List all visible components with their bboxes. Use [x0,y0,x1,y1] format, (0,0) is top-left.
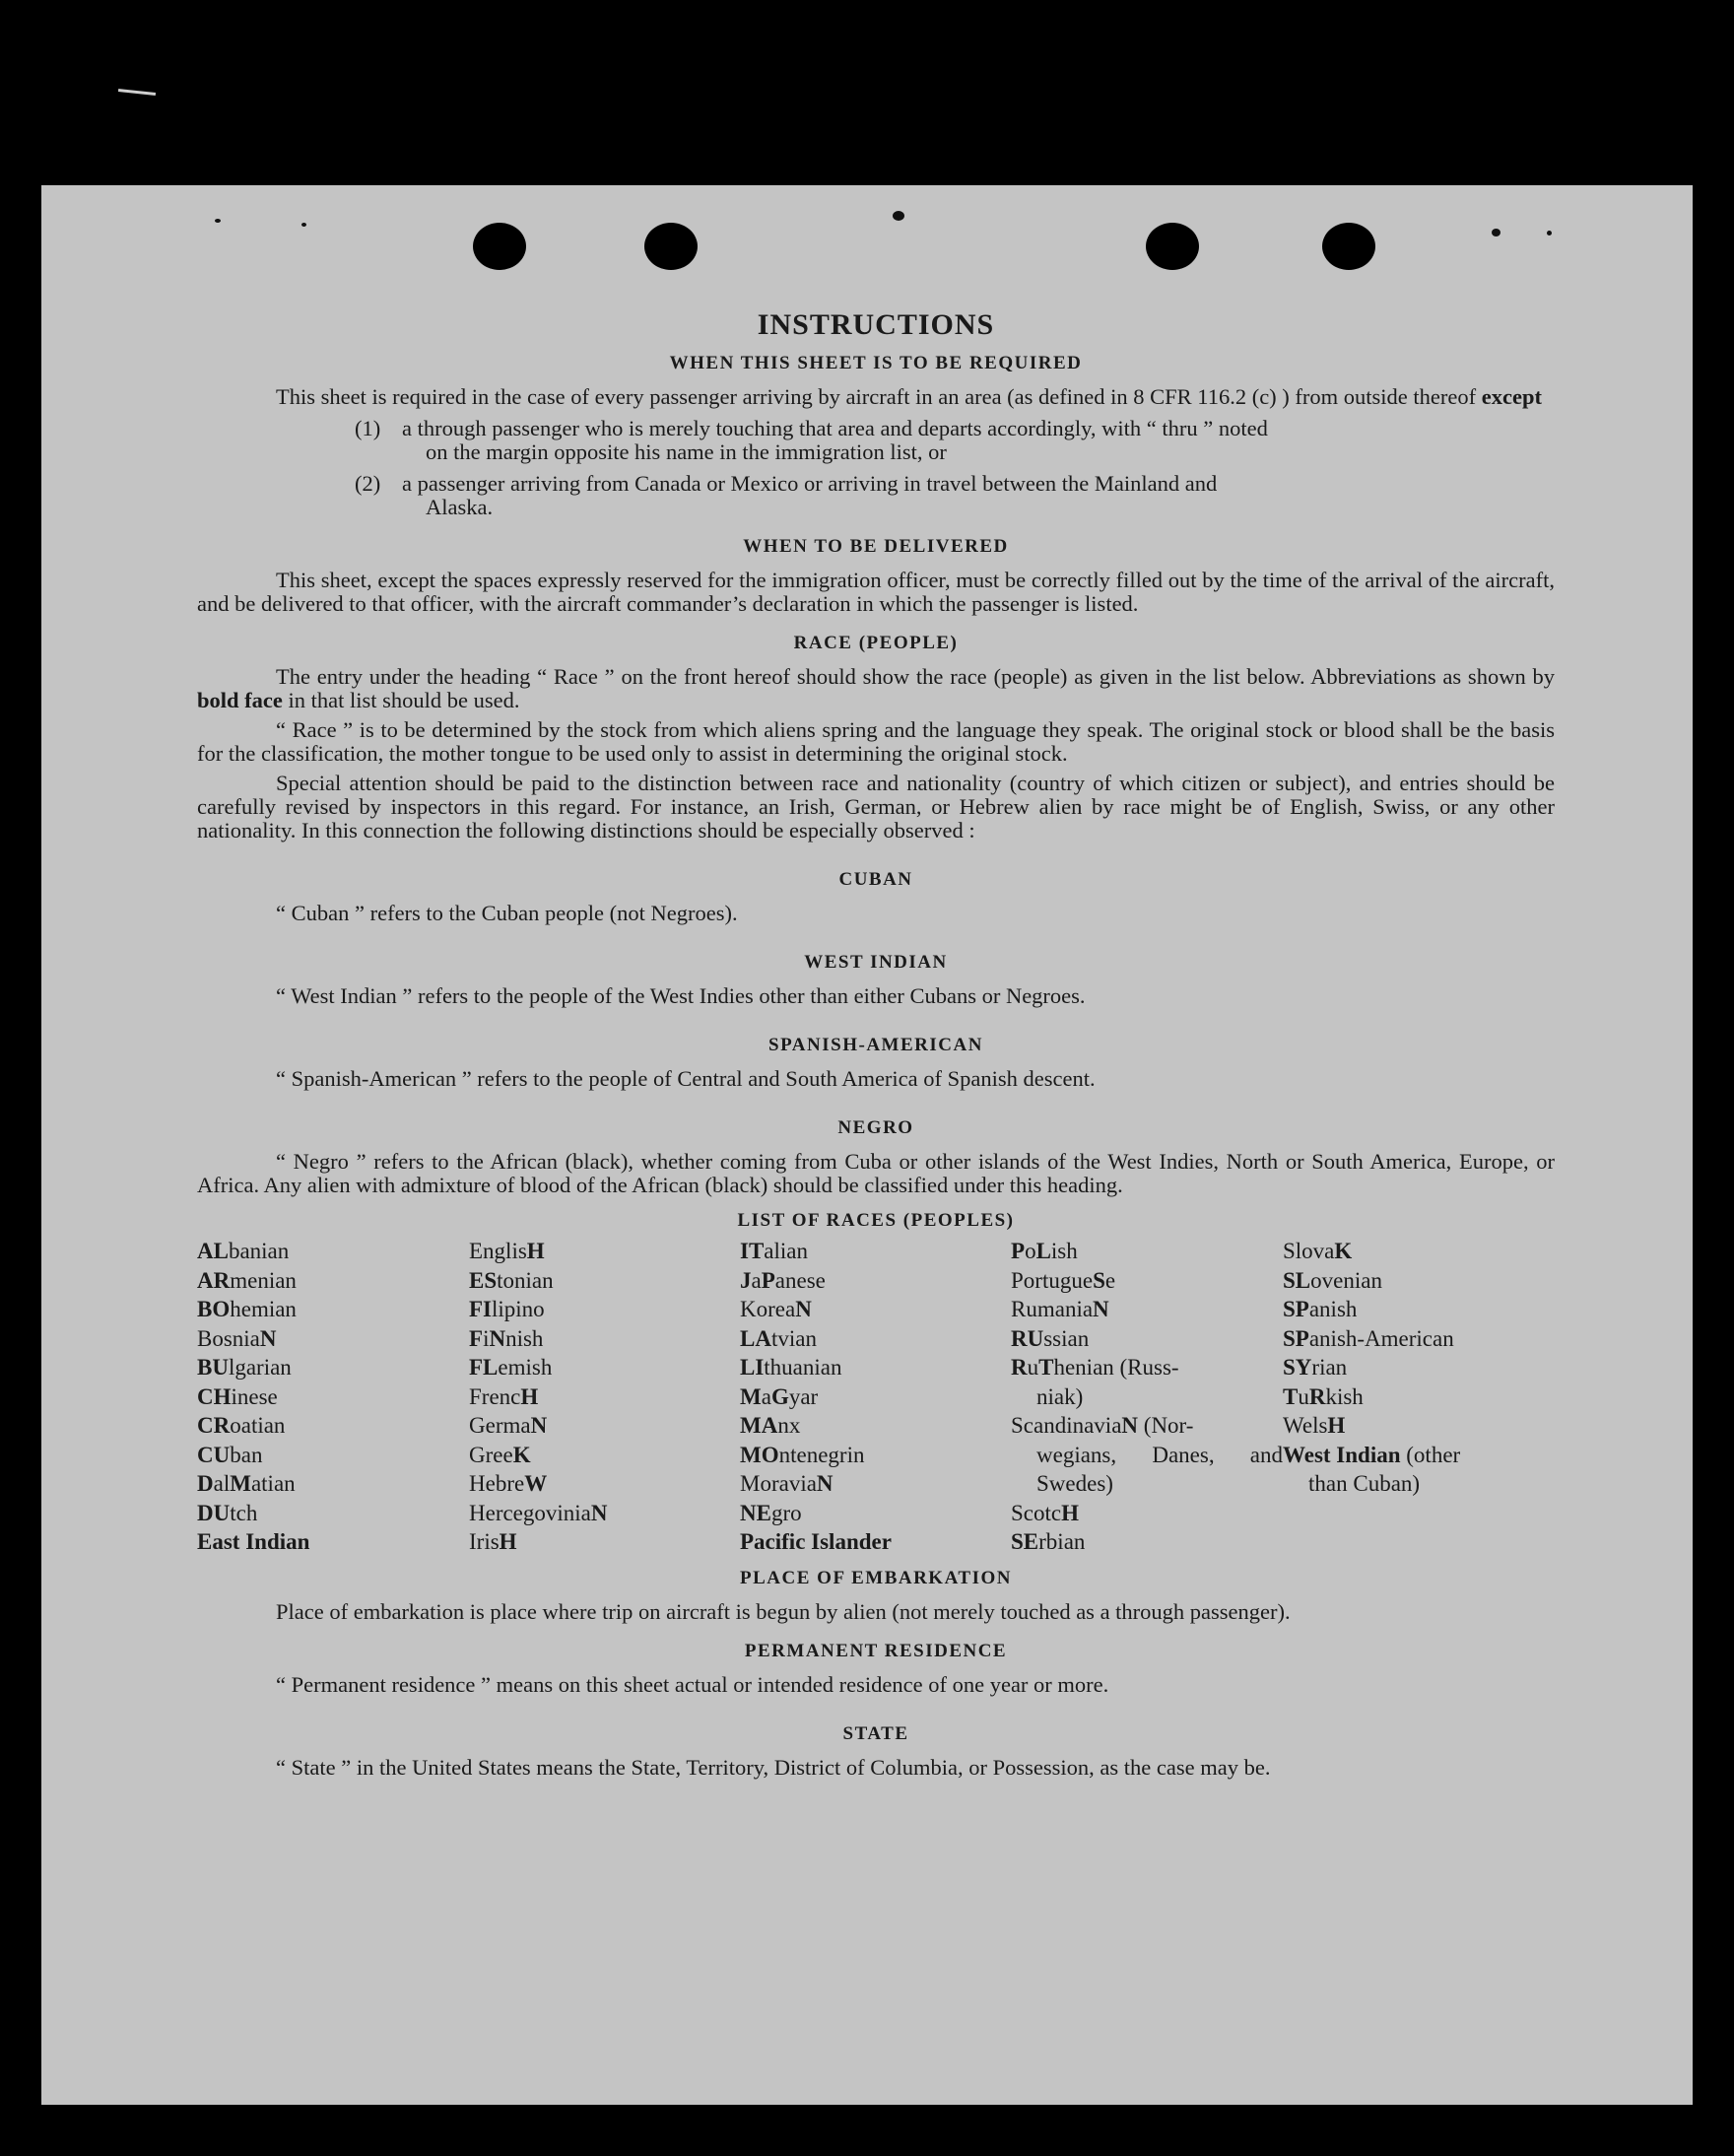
speck [1492,229,1501,236]
race-entry: FrencH [469,1383,539,1409]
race-entry: DUtch [197,1500,258,1525]
race-paragraph-3: Special attention should be paid to the distinction between race and nationality (country of which citizen or subject), and entries should be carefully revised by inspectors in this regard. For instance, an Irish, German, or Hebrew alien by race might be of English, Swiss, or any other nationality. In this connection the following distinctions should be especially observed : [197,771,1555,842]
race-entry: LIthuanian [740,1355,842,1380]
race-entry: DalMatian [197,1471,296,1496]
race-entry: SPanish [1283,1297,1358,1321]
race-entry: SLovenian [1283,1267,1382,1293]
exception-item-2: (2) a passenger arriving from Canada or Mexico or arriving in travel between the Mainland and Alaska. [355,471,1218,519]
races-column-4 [1011,1237,1283,1557]
heading-west-indian: WEST INDIAN [804,952,948,973]
race-entry: MoraviaN [740,1471,834,1496]
races-column-5 [1283,1237,1555,1557]
state-text: “ State ” in the United States means the State, Territory, District of Columbia, or Possession, as the case may be. [276,1754,1271,1780]
speck [301,223,306,227]
race-entry: RumaniaN [1011,1297,1109,1321]
race-entry: CRoatian [197,1413,286,1438]
race-entry: FiNnish [469,1325,544,1351]
speck [893,211,904,221]
race-entry: HebreW [469,1471,548,1496]
race-entry: KoreaN [740,1297,812,1321]
heading-race: RACE (PEOPLE) [793,633,959,653]
race-entry: SErbian [1011,1529,1086,1554]
race-entry: GermaN [469,1413,548,1438]
document-sheet [41,185,1693,2105]
race-entry: ALbanian [197,1239,290,1263]
race-entry: HercegoviniaN [469,1500,608,1525]
heading-residence: PERMANENT RESIDENCE [744,1640,1008,1661]
page-title: INSTRUCTIONS [757,308,995,341]
speck [215,219,221,223]
punch-hole [473,223,526,270]
race-entry: BUlgarian [197,1355,292,1380]
races-column-3 [740,1237,1011,1557]
race-entry: IrisH [469,1529,517,1554]
heading-required: WHEN THIS SHEET IS TO BE REQUIRED [669,353,1083,373]
race-entry: TuRkish [1283,1383,1364,1409]
race-entry: EStonian [469,1267,554,1293]
race-entry: PoLish [1011,1239,1078,1263]
race-entry: SlovaK [1283,1239,1353,1263]
race-entry: MaGyar [740,1383,819,1409]
embarkation-text: Place of embarkation is place where trip on aircraft is begun by alien (not merely touched as a through passenger). [276,1598,1291,1624]
heading-embarkation: PLACE OF EMBARKATION [740,1567,1012,1588]
race-entry: WelsH [1283,1413,1346,1438]
race-entry: EnglisH [469,1239,545,1263]
race-entry: LAtvian [740,1325,817,1351]
races-column-1 [197,1237,469,1557]
spanish-american-text: “ Spanish-American ” refers to the people of Central and South America of Spanish descent. [276,1066,1096,1091]
race-entry: JaPanese [740,1267,826,1293]
race-entry: RUssian [1011,1325,1090,1351]
heading-state: STATE [842,1722,909,1744]
race-entry: SPanish-American [1283,1325,1454,1351]
races-list [197,1237,1555,1557]
race-entry: NEgro [740,1500,802,1525]
punch-hole [1322,223,1375,270]
race-entry: ScandinaviaN (Nor- wegians, Danes, and Swedes) [1011,1413,1283,1496]
punch-hole [1146,223,1199,270]
heading-delivered: WHEN TO BE DELIVERED [743,536,1009,557]
race-entry: ITalian [740,1239,808,1263]
race-entry: ScotcH [1011,1500,1079,1525]
race-entry: GreeK [469,1442,531,1467]
race-entry: BosniaN [197,1325,277,1351]
race-entry: CUban [197,1442,263,1467]
cuban-text: “ Cuban ” refers to the Cuban people (not Negroes). [276,901,738,925]
race-entry: MOntenegrin [740,1442,865,1467]
required-intro: This sheet is required in the case of every passenger arriving by aircraft in an area (as defined in 8 CFR 116.2 (c) ) from outside thereof except [276,384,1542,409]
heading-list-of-races: LIST OF RACES (PEOPLES) [737,1210,1015,1231]
delivered-text: This sheet, except the spaces expressly reserved for the immigration officer, must be correctly filled out by the time of the arrival of the aircraft, and be delivered to that officer, with the aircraft commander’s declaration in which the passenger is listed. [197,568,1555,616]
race-entry: CHinese [197,1383,278,1409]
races-column-2 [469,1237,740,1557]
race-entry: RuThenian (Russ- niak) [1011,1355,1179,1409]
heading-spanish-american: SPANISH-AMERICAN [768,1035,983,1055]
heading-negro: NEGRO [837,1117,914,1138]
heading-cuban: CUBAN [838,869,913,890]
race-entry: SYrian [1283,1355,1348,1380]
race-entry: Pacific Islander [740,1529,892,1554]
race-paragraph-1: The entry under the heading “ Race ” on the front hereof should show the race (people) as given in the list below. Abbreviations as shown by bold face in that list should be used. [197,664,1555,712]
negro-text: “ Negro ” refers to the African (black), whether coming from Cuba or other islands of the West Indies, North or South America, Europe, or Africa. Any alien with admixture of blood of the African (black) should be classified under this heading. [197,1149,1555,1197]
race-paragraph-2: “ Race ” is to be determined by the stock from which aliens spring and the language they speak. The original stock or blood shall be the basis for the classification, the mother tongue to be used only to assist in determining the original stock. [197,717,1555,766]
race-entry: FLemish [469,1355,553,1380]
punch-hole [644,223,698,270]
west-indian-text: “ West Indian ” refers to the people of the West Indies other than either Cubans or Negroes. [276,983,1086,1008]
exception-item-1: (1) a through passenger who is merely touching that area and departs accordingly, with “ thru ” noted on the margin opposite his name in the immigration list, or [355,416,1268,464]
race-entry: BOhemian [197,1297,297,1321]
top-edge-mark [118,89,156,96]
speck [1547,231,1552,236]
race-entry: East Indian [197,1529,310,1554]
race-entry: PortugueSe [1011,1267,1116,1293]
instructions-content [197,308,1555,1780]
race-entry: West Indian (other than Cuban) [1283,1442,1461,1496]
race-entry: FIlipino [469,1297,545,1321]
race-entry: ARmenian [197,1267,297,1293]
race-entry: MAnx [740,1413,801,1438]
residence-text: “ Permanent residence ” means on this sheet actual or intended residence of one year or more. [276,1671,1109,1697]
